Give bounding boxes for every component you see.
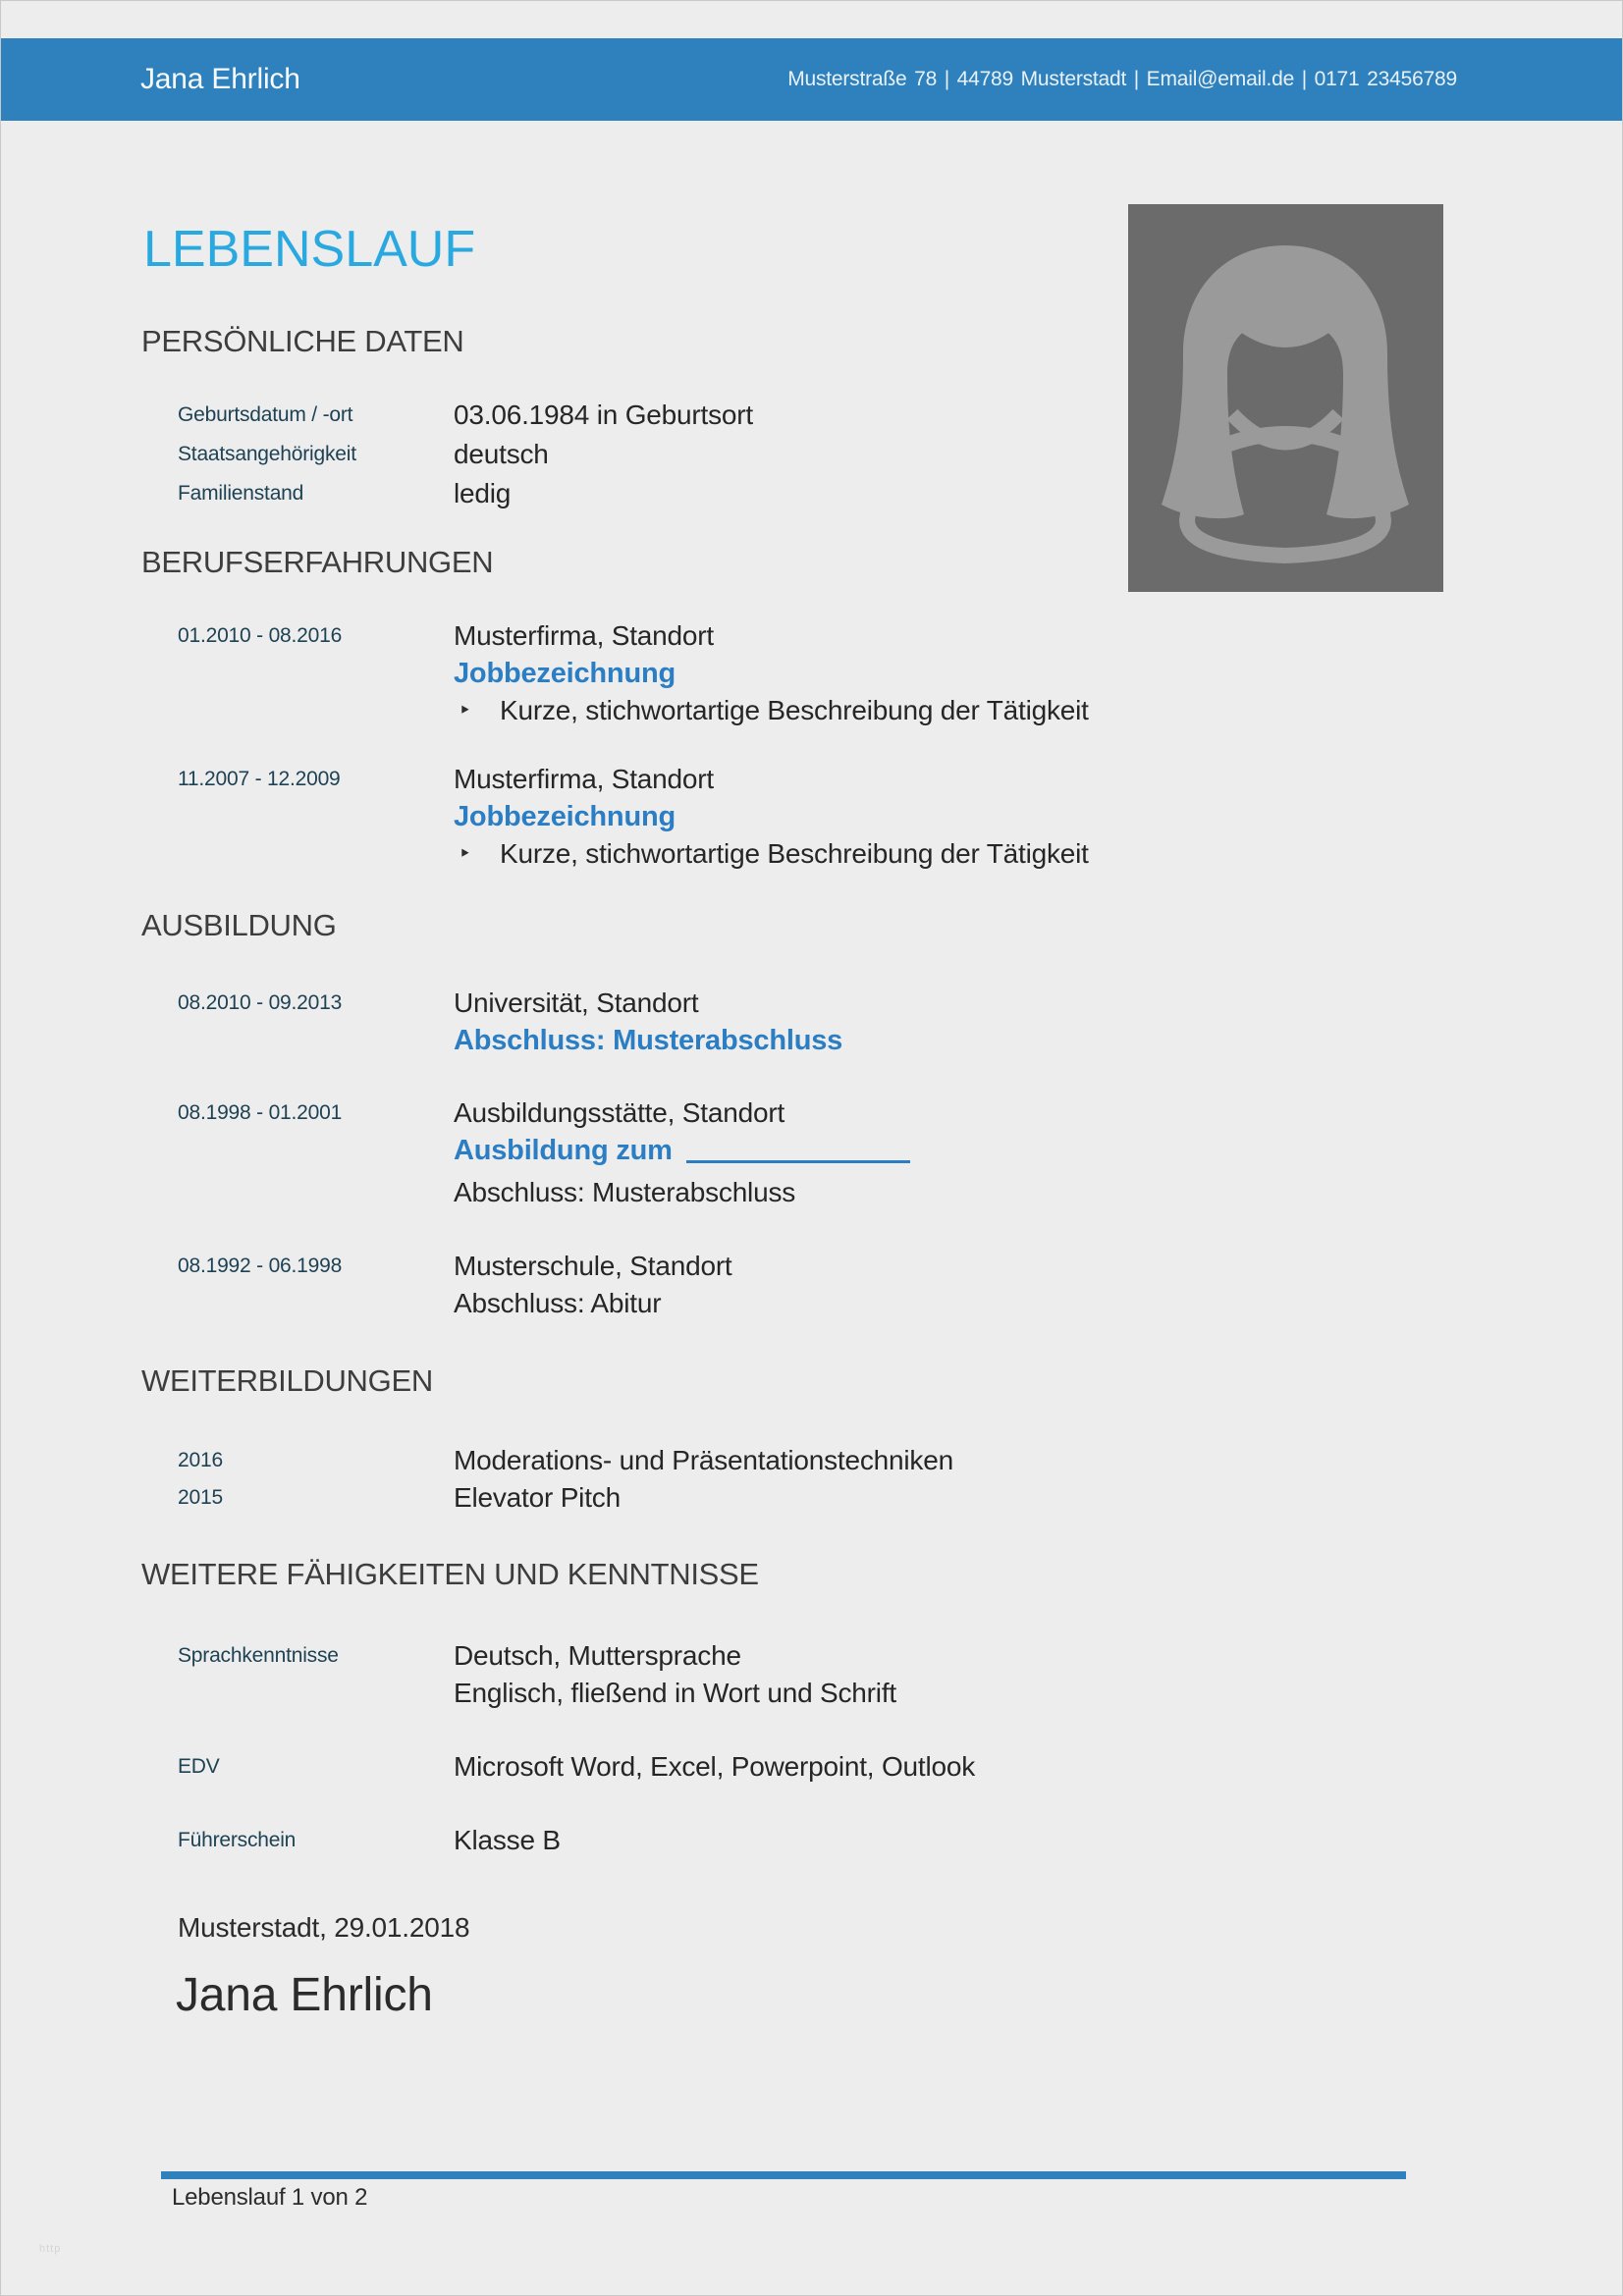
personal-row bbox=[138, 435, 1487, 474]
skills-label: Führerschein bbox=[178, 1829, 297, 1851]
entry-body bbox=[454, 1095, 1487, 1211]
header-contact: Musterstraße 78 | 44789 Musterstadt | Email@email.de | 0171 23456789 bbox=[787, 68, 1457, 90]
training-title: Moderations- und Präsentationstechniken bbox=[454, 1445, 953, 1475]
skills-value-line: Englisch, fließend in Wort und Schrift bbox=[454, 1678, 896, 1708]
training-year: 2015 bbox=[178, 1486, 223, 1509]
skills-value-line: Microsoft Word, Excel, Powerpoint, Outlook bbox=[454, 1751, 976, 1782]
section-heading-personal: PERSÖNLICHE DATEN bbox=[141, 324, 464, 358]
entry-degree: Abschluss: Musterabschluss bbox=[454, 1177, 796, 1207]
entry-bullet-text: Kurze, stichwortartige Beschreibung der Tätigkeit bbox=[500, 695, 1089, 725]
cv-content bbox=[138, 1, 1487, 2023]
entry-body bbox=[454, 985, 1487, 1059]
skills-row bbox=[138, 1748, 1487, 1786]
entry-bullet-line bbox=[454, 835, 1487, 873]
entry-bullet-text: Kurze, stichwortartige Beschreibung der Tätigkeit bbox=[500, 838, 1089, 869]
entry-bullet-line bbox=[454, 692, 1487, 729]
section-heading-experience: BERUFSERFAHRUNGEN bbox=[141, 545, 494, 579]
training-row bbox=[138, 1479, 1487, 1517]
skills-value-line: Klasse B bbox=[454, 1825, 561, 1855]
entry-period: 01.2010 - 08.2016 bbox=[178, 624, 343, 647]
personal-row bbox=[138, 396, 1487, 435]
training-row bbox=[138, 1442, 1487, 1479]
triangle-bullet-icon: ‣ bbox=[459, 841, 471, 866]
triangle-bullet-icon: ‣ bbox=[459, 698, 471, 722]
experience-entry bbox=[138, 761, 1487, 873]
entry-role: Jobbezeichnung bbox=[454, 801, 676, 832]
personal-label: Staatsangehörigkeit bbox=[178, 443, 356, 465]
skills-label: Sprachkenntnisse bbox=[178, 1644, 339, 1667]
education-entry bbox=[138, 1248, 1487, 1322]
personal-value: deutsch bbox=[454, 439, 549, 469]
skills-row bbox=[138, 1822, 1487, 1859]
footer-divider-rule bbox=[161, 2171, 1406, 2179]
entry-period: 08.1998 - 01.2001 bbox=[178, 1101, 343, 1124]
personal-label: Familienstand bbox=[178, 482, 304, 505]
entry-company: Musterfirma, Standort bbox=[454, 764, 714, 794]
training-title: Elevator Pitch bbox=[454, 1482, 621, 1513]
footer-page-label: Lebenslauf 1 von 2 bbox=[172, 2184, 368, 2211]
entry-body bbox=[454, 1248, 1487, 1322]
skills-row bbox=[138, 1637, 1487, 1712]
training-year: 2016 bbox=[178, 1449, 223, 1471]
entry-degree: Abschluss: Abitur bbox=[454, 1288, 662, 1318]
education-entry bbox=[138, 985, 1487, 1059]
personal-row bbox=[138, 474, 1487, 513]
personal-value: 03.06.1984 in Geburtsort bbox=[454, 400, 753, 430]
page-title: LEBENSLAUF bbox=[143, 221, 476, 278]
section-heading-training: WEITERBILDUNGEN bbox=[141, 1363, 433, 1398]
entry-body bbox=[454, 761, 1487, 873]
education-entry bbox=[138, 1095, 1487, 1211]
signature-name: Jana Ehrlich bbox=[176, 1969, 433, 2021]
entry-period: 11.2007 - 12.2009 bbox=[178, 768, 341, 790]
fill-in-blank-line bbox=[686, 1144, 910, 1163]
personal-label: Geburtsdatum / -ort bbox=[178, 403, 353, 426]
entry-institution: Ausbildungsstätte, Standort bbox=[454, 1097, 785, 1128]
personal-rows bbox=[138, 396, 1487, 513]
watermark-text: http bbox=[39, 2243, 62, 2255]
closing-place-date: Musterstadt, 29.01.2018 bbox=[178, 1912, 470, 1943]
header-name: Jana Ehrlich bbox=[140, 63, 300, 95]
section-heading-skills: WEITERE FÄHIGKEITEN UND KENNTNISSE bbox=[141, 1557, 759, 1591]
skills-label: EDV bbox=[178, 1755, 220, 1778]
skills-value-line: Deutsch, Muttersprache bbox=[454, 1640, 741, 1671]
entry-company: Musterfirma, Standort bbox=[454, 620, 714, 651]
training-rows bbox=[138, 1442, 1487, 1517]
section-heading-education: AUSBILDUNG bbox=[141, 908, 337, 942]
entry-period: 08.2010 - 09.2013 bbox=[178, 991, 343, 1014]
entry-degree-highlight: Ausbildung zum bbox=[454, 1135, 673, 1166]
personal-value: ledig bbox=[454, 478, 512, 508]
entry-institution: Universität, Standort bbox=[454, 988, 699, 1018]
entry-body bbox=[454, 617, 1487, 729]
skills-value bbox=[454, 1637, 1487, 1712]
entry-period: 08.1992 - 06.1998 bbox=[178, 1255, 343, 1277]
entry-role: Jobbezeichnung bbox=[454, 658, 676, 689]
experience-entry bbox=[138, 617, 1487, 729]
entry-degree-highlight: Abschluss: Musterabschluss bbox=[454, 1025, 843, 1056]
entry-institution: Musterschule, Standort bbox=[454, 1251, 732, 1281]
